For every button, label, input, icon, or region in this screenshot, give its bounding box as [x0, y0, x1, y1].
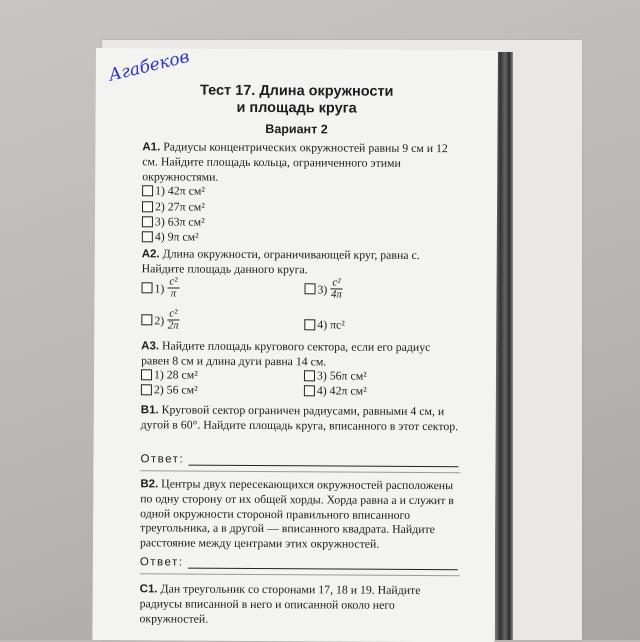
- b2-answer-line[interactable]: Ответ:: [140, 556, 458, 570]
- checkbox[interactable]: [142, 185, 153, 196]
- a3-label: А3.: [141, 340, 160, 353]
- a3-option-3[interactable]: 3) 56π см²: [304, 368, 367, 382]
- checkbox[interactable]: [142, 201, 153, 212]
- c1-text: Дан треугольник со сторонами 17, 18 и 19. Найдите радиусы вписанной в него и описанной около него окружностей.: [139, 581, 421, 626]
- a1-option-2[interactable]: 2) 27π см²: [142, 199, 205, 213]
- handwritten-signature: Агабеков: [106, 46, 192, 86]
- a3-option-1[interactable]: 1) 28 см²: [141, 367, 198, 381]
- fraction: $\frac{\text{c²}}{4\pi}$: [330, 276, 342, 301]
- checkbox[interactable]: [141, 314, 152, 325]
- a2-option-4[interactable]: 4) πc²: [304, 317, 345, 331]
- answer-field[interactable]: [187, 558, 457, 571]
- question-b1: [141, 402, 461, 434]
- checkbox[interactable]: [142, 231, 153, 242]
- a1-option-4[interactable]: 4) 9π см²: [142, 229, 199, 243]
- a1-option-3[interactable]: 3) 63π см²: [142, 214, 205, 228]
- c1-label: С1.: [139, 583, 158, 596]
- b1-text: Круговой сектор ограничен радиусами, равными 4 см, и дугой в 60°. Найдите площадь круга, вписанного в этот сектор.: [140, 402, 459, 434]
- title-line-2: и площадь круга: [236, 99, 357, 117]
- a1-text: Радиусы концентрических окружностей равны 9 см и 12 см. Найдите площадь кольца, ограниченного этими окружностями.: [142, 139, 448, 184]
- fraction: $\frac{\text{c²}}{2\pi}$: [167, 307, 179, 332]
- test-page: [92, 48, 498, 642]
- fraction: $\frac{\text{c²}}{\pi}$: [167, 276, 179, 299]
- divider: [140, 573, 460, 576]
- checkbox[interactable]: [304, 385, 315, 396]
- page-stack-edge: [495, 52, 513, 640]
- variant-label: Вариант 2: [265, 122, 328, 137]
- b2-text: Центры двух пересекающихся окружностей расположены по одну сторону от их общей хорды. Хорда равна a и служит в одной окружности стороной правильного вписанного треугольника, а в другой — вписанного квадрата. Найдите расстояние между центрами этих окружностей.: [139, 476, 454, 551]
- answer-field[interactable]: [188, 455, 458, 468]
- checkbox[interactable]: [142, 216, 153, 227]
- b1-label: В1.: [140, 404, 159, 417]
- question-b2: [140, 476, 460, 551]
- a2-text: Длина окружности, ограничивающей круг, равна c. Найдите площадь данного круга.: [141, 246, 420, 277]
- checkbox[interactable]: [141, 369, 152, 380]
- a3-option-4[interactable]: 4) 42π см²: [304, 383, 367, 397]
- a2-option-3[interactable]: 3) $\frac{\text{c²}}{4\pi}$: [304, 277, 342, 300]
- b1-answer-line[interactable]: Ответ:: [140, 453, 458, 467]
- checkbox[interactable]: [141, 384, 152, 395]
- question-c1: [139, 581, 459, 627]
- a2-option-1[interactable]: 1) $\frac{\text{c²}}{\pi}$: [141, 276, 179, 299]
- a2-label: А2.: [141, 248, 160, 261]
- a3-text: Найдите площадь кругового сектора, если его радиус равен 8 см и длина дуги равна 14 см.: [141, 338, 431, 369]
- checkbox[interactable]: [304, 283, 315, 294]
- checkbox[interactable]: [304, 319, 315, 330]
- a3-option-2[interactable]: 2) 56 см²: [141, 382, 198, 396]
- a2-option-2[interactable]: 2) $\frac{\text{c²}}{2\pi}$: [141, 308, 179, 331]
- a1-label: А1.: [142, 141, 161, 154]
- b2-label: В2.: [140, 478, 159, 491]
- question-a1: [142, 139, 462, 185]
- divider: [140, 470, 460, 473]
- question-a3: [141, 338, 461, 370]
- question-a2: [142, 246, 462, 278]
- a1-option-1[interactable]: 1) 42π см²: [142, 183, 205, 197]
- checkbox[interactable]: [304, 370, 315, 381]
- checkbox[interactable]: [142, 282, 153, 293]
- title-line-1: Тест 17. Длина окружности: [199, 82, 394, 100]
